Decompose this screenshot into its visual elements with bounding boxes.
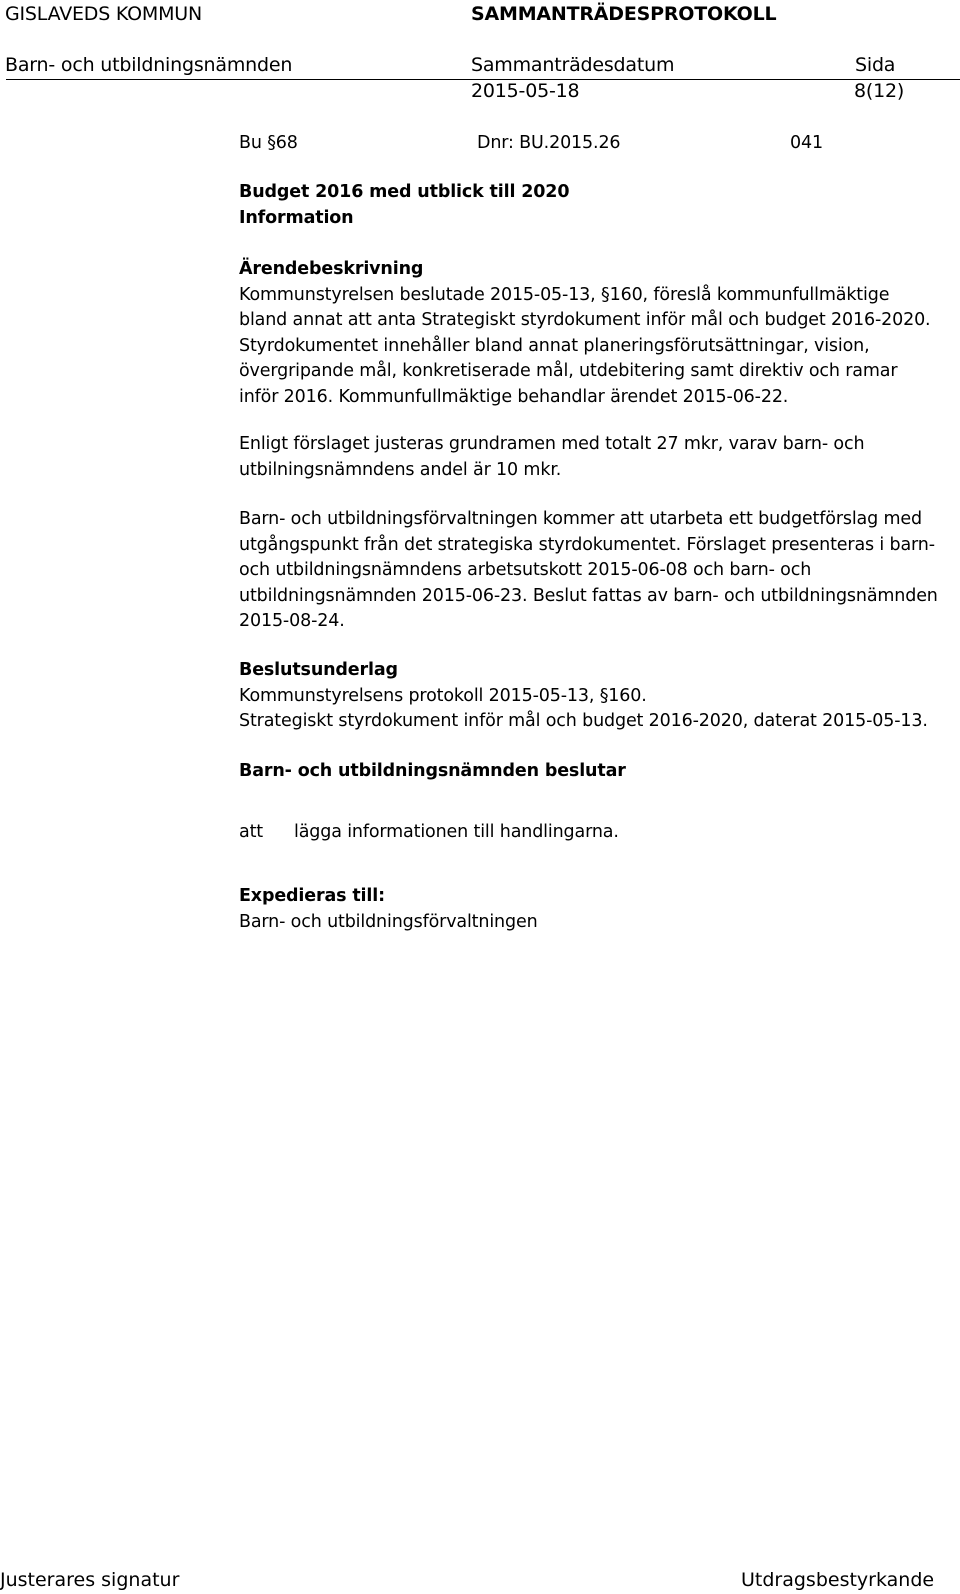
paragraph-line: och utbildningsnämndens arbetsutskott 2015-06-08 och barn- och [239,560,812,580]
date-label: Sammanträdesdatum [471,54,675,76]
case-title-line-2: Information [239,207,354,228]
budget-frame-paragraph [239,432,957,483]
distribution-heading: Expedieras till: [239,886,385,906]
municipality-name: GISLAVEDS KOMMUN [5,3,203,25]
paragraph-line: 2015-08-24. [239,611,345,631]
committee-name: Barn- och utbildningsnämnden [5,54,293,76]
paragraph-line: utbildningsnämnden 2015-06-23. Beslut fattas av barn- och utbildningsnämnden [239,585,938,606]
paragraph-line: utbilningsnämndens andel är 10 mkr. [239,459,562,480]
distribution-recipient: Barn- och utbildningsförvaltningen [239,911,538,932]
page-label: Sida [855,54,896,76]
paragraph-line: Barn- och utbildningsförvaltningen kommer att utarbeta ett budgetförslag med [239,509,922,529]
resolution-text: lägga informationen till handlingarna. [294,822,619,842]
description-line: övergripande mål, konkretiserade mål, utdebitering samt direktiv och ramar [239,361,898,381]
basis-line: Strategiskt styrdokument inför mål och budget 2016-2020, daterat 2015-05-13. [239,711,928,731]
case-description-section [239,257,957,410]
adjuster-signature-label: Justerares signatur [0,1569,180,1591]
meeting-date: 2015-05-18 [471,80,580,102]
case-title [239,180,957,231]
header-divider [6,79,960,80]
description-line: inför 2016. Kommunfullmäktige behandlar ärendet 2015-06-22. [239,386,789,407]
resolution-keyword: att [239,822,263,842]
extract-certification-label: Utdragsbestyrkande [741,1569,935,1591]
case-title-line-1: Budget 2016 med utblick till 2020 [239,182,570,202]
process-paragraph [239,507,957,635]
case-description-heading: Ärendebeskrivning [239,259,424,279]
basis-line: Kommunstyrelsens protokoll 2015-05-13, §160. [239,685,647,706]
archive-code: 041 [790,133,823,153]
diary-number: Dnr: BU.2015.26 [477,133,621,153]
decision-basis-section [239,658,957,735]
paragraph-line: utgångspunkt från det strategiska styrdokumentet. Förslaget presenteras i barn- [239,534,935,555]
description-line: bland annat att anta Strategiskt styrdokument inför mål och budget 2016-2020. [239,310,931,330]
description-line: Kommunstyrelsen beslutade 2015-05-13, §160, föreslå kommunfullmäktige [239,284,890,305]
reference-line [239,131,957,157]
decision-basis-heading: Beslutsunderlag [239,660,398,680]
paragraph-line: Enligt förslaget justeras grundramen med totalt 27 mkr, varav barn- och [239,434,865,454]
document-type: SAMMANTRÄDESPROTOKOLL [471,3,777,25]
resolution-heading: Barn- och utbildningsnämnden beslutar [239,761,626,781]
paragraph-number: Bu §68 [239,133,298,153]
distribution-section [239,884,957,935]
page-number: 8(12) [854,80,905,102]
description-line: Styrdokumentet innehåller bland annat planeringsförutsättningar, vision, [239,335,870,356]
